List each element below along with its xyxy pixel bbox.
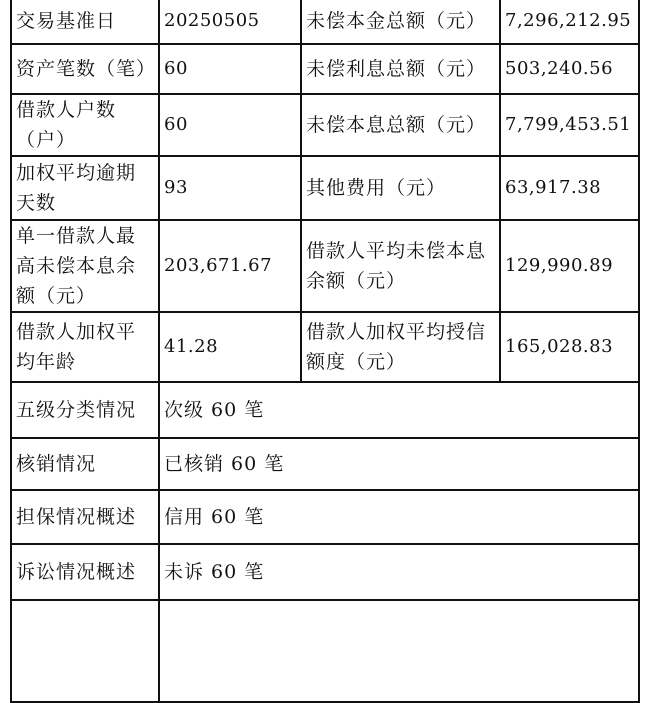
label-trade-base-date: 交易基准日: [11, 0, 159, 44]
label-asset-count: 资产笔数（笔）: [11, 44, 159, 94]
table-row: [11, 220, 639, 312]
label-avg-borrower-balance: 借款人平均未偿本息余额（元）: [301, 220, 500, 312]
value-outstanding-principal: 7,296,212.95: [500, 0, 639, 44]
value-other-fees: 63,917.38: [500, 156, 639, 220]
value-guarantee-overview: 信用 60 笔: [159, 490, 639, 544]
value-five-level-classification: 次级 60 笔: [159, 382, 639, 438]
label-weighted-avg-credit-limit: 借款人加权平均授信额度（元）: [301, 312, 500, 382]
value-litigation-overview: 未诉 60 笔: [159, 544, 639, 600]
value-borrower-count: 60: [159, 94, 301, 156]
value-max-single-borrower-balance: 203,671.67: [159, 220, 301, 312]
value-write-off-status: 已核销 60 笔: [159, 438, 639, 490]
value-outstanding-total: 7,799,453.51: [500, 94, 639, 156]
asset-summary-table: [10, 0, 640, 703]
table-row: [11, 544, 639, 600]
blank-label-cell: [11, 600, 159, 702]
label-weighted-overdue-days: 加权平均逾期天数: [11, 156, 159, 220]
label-five-level-classification: 五级分类情况: [11, 382, 159, 438]
table-row: [11, 0, 639, 44]
label-guarantee-overview: 担保情况概述: [11, 490, 159, 544]
table-row: [11, 156, 639, 220]
label-outstanding-total: 未偿本息总额（元）: [301, 94, 500, 156]
value-weighted-avg-credit-limit: 165,028.83: [500, 312, 639, 382]
label-outstanding-principal: 未偿本金总额（元）: [301, 0, 500, 44]
table-row: [11, 438, 639, 490]
value-asset-count: 60: [159, 44, 301, 94]
label-write-off-status: 核销情况: [11, 438, 159, 490]
label-borrower-count: 借款人户数（户）: [11, 94, 159, 156]
label-weighted-avg-age: 借款人加权平均年龄: [11, 312, 159, 382]
table-row: [11, 94, 639, 156]
label-max-single-borrower-balance: 单一借款人最高未偿本息余额（元）: [11, 220, 159, 312]
label-litigation-overview: 诉讼情况概述: [11, 544, 159, 600]
table-row: [11, 600, 639, 702]
table-row: [11, 490, 639, 544]
value-weighted-overdue-days: 93: [159, 156, 301, 220]
label-other-fees: 其他费用（元）: [301, 156, 500, 220]
value-avg-borrower-balance: 129,990.89: [500, 220, 639, 312]
label-outstanding-interest: 未偿利息总额（元）: [301, 44, 500, 94]
blank-value-cell: [159, 600, 639, 702]
value-trade-base-date: 20250505: [159, 0, 301, 44]
value-weighted-avg-age: 41.28: [159, 312, 301, 382]
table-row: [11, 44, 639, 94]
table-row: [11, 312, 639, 382]
table-row: [11, 382, 639, 438]
value-outstanding-interest: 503,240.56: [500, 44, 639, 94]
